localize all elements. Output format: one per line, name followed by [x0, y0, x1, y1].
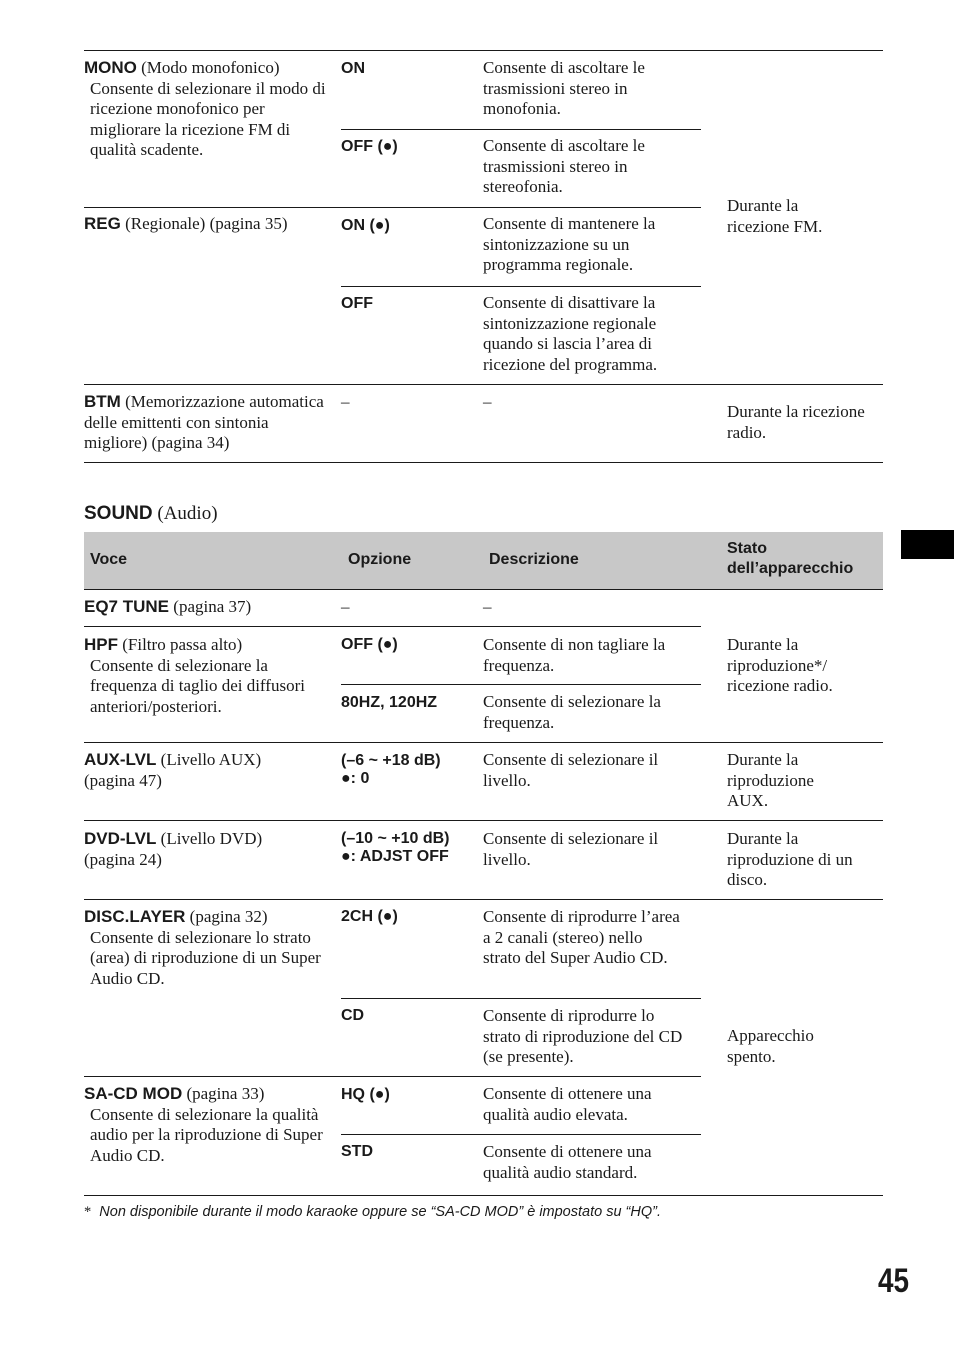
- section-heading-label: SOUND: [84, 503, 153, 524]
- dvd-lvl-item: [84, 829, 332, 870]
- reg-option-on: ON (●): [341, 217, 390, 234]
- eq7-label: EQ7 TUNE: [84, 597, 170, 616]
- sacd-mod-item: [84, 1084, 332, 1166]
- row-divider: [341, 286, 701, 287]
- eq7-option: –: [341, 597, 350, 616]
- row-divider: [84, 742, 883, 743]
- sacd-mod-option-hq: HQ (●): [341, 1086, 390, 1103]
- status-radio: Durante la ricezione radio.: [727, 402, 865, 442]
- row-divider: [341, 129, 701, 130]
- aux-lvl-item: [84, 750, 332, 791]
- row-divider: [341, 684, 701, 685]
- btm-title: (Memorizzazione automatica delle emittenti con sintonia migliore) (pagina 34): [84, 392, 324, 452]
- dvd-lvl-default: ●: ADJST OFF: [341, 848, 449, 865]
- row-divider: [84, 626, 701, 627]
- section-heading-sound: [84, 503, 218, 525]
- hpf-title: (Filtro passa alto): [122, 635, 243, 654]
- disc-layer-title: (pagina 32): [189, 907, 268, 926]
- reg-option-off: OFF: [341, 295, 373, 312]
- aux-lvl-option: [341, 752, 441, 788]
- aux-lvl-default: ●: 0: [341, 770, 370, 787]
- sacd-mod-option-std-description: Consente di ottenere una qualità audio standard.: [483, 1142, 652, 1182]
- btm-option: –: [341, 392, 350, 411]
- hpf-option-off: OFF (●): [341, 636, 398, 653]
- status-hpf: Durante la riproduzione*/ ricezione radio.: [727, 635, 833, 695]
- row-divider: [341, 1134, 701, 1135]
- disc-layer-label: DISC.LAYER: [84, 907, 186, 926]
- table-rule-top: [84, 50, 883, 51]
- sacd-mod-option-std: STD: [341, 1143, 373, 1160]
- page-number: 45: [878, 1262, 910, 1300]
- footnote-mark: *: [84, 1204, 92, 1220]
- aux-lvl-label: AUX-LVL: [84, 750, 157, 769]
- dvd-lvl-title: (Livello DVD): [160, 829, 263, 848]
- mono-title: (Modo monofonico): [141, 58, 280, 77]
- hpf-option-hz-description: Consente di selezionare la frequenza.: [483, 692, 661, 732]
- btm-label: BTM: [84, 392, 121, 411]
- disc-layer-option-2ch-description: Consente di riprodurre l’area a 2 canali (stereo) nello strato del Super Audio CD.: [483, 907, 680, 967]
- sacd-mod-label: SA-CD MOD: [84, 1084, 183, 1103]
- aux-lvl-page: (pagina 47): [84, 770, 162, 790]
- table-rule-bottom: [84, 462, 883, 463]
- mono-option-on: ON: [341, 60, 365, 77]
- disc-layer-description: Consente di selezionare lo strato (area) di riproduzione di un Super Audio CD.: [90, 927, 321, 988]
- row-divider: [84, 820, 883, 821]
- row-divider: [84, 384, 883, 385]
- mono-option-off: OFF (●): [341, 138, 398, 155]
- disc-layer-option-2ch: 2CH (●): [341, 908, 398, 925]
- header-rule: [84, 589, 883, 590]
- header-descrizione: Descrizione: [489, 551, 579, 568]
- mono-item: [84, 58, 332, 161]
- footnote-text: Non disponibile durante il modo karaoke oppure se “SA-CD MOD” è impostato su “HQ”.: [99, 1204, 661, 1220]
- aux-lvl-description: Consente di selezionare il livello.: [483, 750, 659, 790]
- hpf-description: Consente di selezionare la frequenza di taglio dei diffusori anteriori/posteriori.: [90, 655, 305, 716]
- row-divider: [84, 899, 883, 900]
- mono-option-off-description: Consente di ascoltare le trasmissioni stereo in stereofonia.: [483, 136, 645, 196]
- status-fm: Durante la ricezione FM.: [727, 196, 823, 236]
- eq7-item: [84, 597, 332, 618]
- mono-label: MONO: [84, 58, 137, 77]
- dvd-lvl-description: Consente di selezionare il livello.: [483, 829, 659, 869]
- eq7-description: –: [483, 597, 492, 616]
- disc-layer-option-cd-description: Consente di riprodurre lo strato di riproduzione del CD (se presente).: [483, 1006, 683, 1066]
- thumb-tab-marker: [901, 530, 954, 559]
- dvd-lvl-label: DVD-LVL: [84, 829, 157, 848]
- sacd-mod-option-hq-description: Consente di ottenere una qualità audio elevata.: [483, 1084, 652, 1124]
- mono-option-on-description: Consente di ascoltare le trasmissioni stereo in monofonia.: [483, 58, 645, 118]
- sacd-mod-title: (pagina 33): [186, 1084, 265, 1103]
- footnote: [84, 1204, 661, 1221]
- dvd-lvl-page: (pagina 24): [84, 849, 162, 869]
- header-voce: Voce: [90, 551, 128, 568]
- hpf-option-off-description: Consente di non tagliare la frequenza.: [483, 635, 666, 675]
- disc-layer-option-cd: CD: [341, 1007, 365, 1024]
- dvd-lvl-range: (–10 ~ +10 dB): [341, 830, 450, 847]
- hpf-item: [84, 635, 332, 717]
- hpf-option-hz: 80HZ, 120HZ: [341, 694, 438, 711]
- eq7-title: (pagina 37): [173, 597, 252, 616]
- header-stato-line2: dell’apparecchio: [727, 560, 854, 577]
- reg-item: [84, 214, 332, 235]
- sacd-mod-description: Consente di selezionare la qualità audio per la riproduzione di Super Audio CD.: [90, 1104, 323, 1165]
- reg-title: (Regionale) (pagina 35): [125, 214, 288, 233]
- dvd-lvl-option: [341, 830, 450, 866]
- btm-option-description: –: [483, 392, 492, 411]
- status-off: Apparecchio spento.: [727, 1026, 814, 1066]
- reg-label: REG: [84, 214, 121, 233]
- mono-description: Consente di selezionare il modo di ricezione monofonico per migliorare la ricezione FM di qualità scadente.: [90, 78, 326, 159]
- aux-lvl-title: (Livello AUX): [160, 750, 262, 769]
- btm-item: [84, 392, 332, 454]
- reg-option-on-description: Consente di mantenere la sintonizzazione su un programma regionale.: [483, 214, 656, 274]
- dvd-lvl-status: Durante la riproduzione di un disco.: [727, 829, 853, 889]
- table-rule-bottom: [84, 1195, 883, 1196]
- row-divider: [84, 1076, 701, 1077]
- header-stato-line1: Stato: [727, 540, 767, 557]
- row-divider: [341, 998, 701, 999]
- hpf-label: HPF: [84, 635, 118, 654]
- row-divider: [84, 207, 701, 208]
- section-heading-sub: (Audio): [157, 503, 218, 524]
- aux-lvl-status: Durante la riproduzione AUX.: [727, 750, 814, 810]
- header-stato: [727, 539, 853, 579]
- aux-lvl-range: (–6 ~ +18 dB): [341, 752, 441, 769]
- disc-layer-item: [84, 907, 332, 989]
- reg-option-off-description: Consente di disattivare la sintonizzazione regionale quando si lascia l’area di ricezione del programma.: [483, 293, 658, 374]
- header-opzione: Opzione: [348, 551, 412, 568]
